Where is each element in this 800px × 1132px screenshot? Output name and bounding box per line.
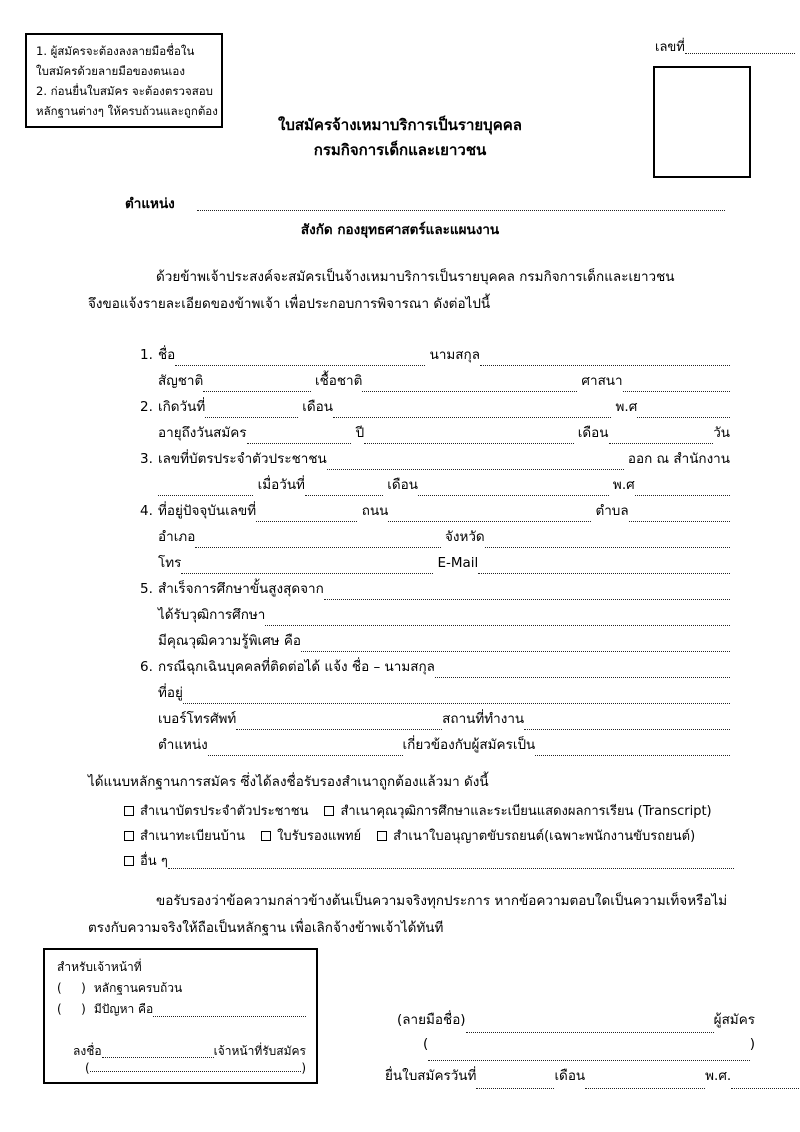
field-input[interactable] bbox=[203, 390, 310, 392]
page-title: ใบสมัครจ้างเหมาบริการเป็นรายบุคคล bbox=[278, 116, 522, 134]
field-input[interactable] bbox=[181, 572, 433, 574]
form-item-row bbox=[140, 525, 730, 551]
form-item-row bbox=[140, 577, 730, 603]
position-input[interactable] bbox=[197, 209, 725, 211]
attachment-row bbox=[124, 823, 734, 848]
field-input[interactable] bbox=[333, 416, 611, 418]
applicant-signature-row bbox=[385, 1008, 755, 1036]
field-input[interactable] bbox=[324, 598, 730, 600]
applicant-signature-label: (ลายมือชื่อ) bbox=[397, 1012, 466, 1028]
officer-signature-input[interactable] bbox=[102, 1056, 214, 1058]
field-input[interactable] bbox=[629, 520, 730, 522]
attachment-checkbox[interactable] bbox=[324, 806, 334, 816]
officer-signature-label: ลงชื่อ bbox=[73, 1044, 102, 1058]
attachments-checkbox-list bbox=[124, 798, 734, 873]
intro-line-1: ด้วยข้าพเจ้าประสงค์จะสมัครเป็นจ้างเหมาบริการเป็นรายบุคคล กรมกิจการเด็กและเยาวชน bbox=[156, 269, 675, 285]
field-label: ตำแหน่ง bbox=[158, 737, 208, 753]
form-item-row bbox=[140, 473, 730, 499]
attachment-row bbox=[124, 798, 734, 823]
field-input[interactable] bbox=[195, 546, 440, 548]
document-number-row bbox=[655, 36, 795, 57]
form-item bbox=[140, 447, 730, 499]
field-input[interactable] bbox=[205, 416, 298, 418]
field-label: กรณีฉุกเฉินบุคคลที่ติดต่อได้ แจ้ง ชื่อ – นามสกุล bbox=[158, 659, 435, 675]
officer-name-input[interactable] bbox=[90, 1070, 302, 1072]
field-label: เกี่ยวข้องกับผู้สมัครเป็น bbox=[402, 737, 536, 753]
field-input[interactable] bbox=[478, 572, 730, 574]
field-label: เดือน bbox=[302, 399, 334, 415]
officer-option-problem-marker[interactable]: ( ) bbox=[57, 1002, 88, 1016]
intro-paragraph bbox=[88, 264, 736, 318]
field-input[interactable] bbox=[609, 442, 714, 444]
submission-day-input[interactable] bbox=[476, 1087, 554, 1089]
field-input[interactable] bbox=[637, 416, 730, 418]
applicant-name-paren-open: ( bbox=[423, 1036, 429, 1052]
affiliation-text: สังกัด กองยุทธศาสตร์และแผนงาน bbox=[300, 222, 500, 238]
form-item-row bbox=[140, 395, 730, 421]
form-item-row bbox=[140, 655, 730, 681]
position-row bbox=[125, 192, 725, 214]
field-input[interactable] bbox=[364, 442, 573, 444]
field-label: ถนน bbox=[361, 503, 389, 519]
form-item bbox=[140, 343, 730, 395]
form-item-row bbox=[140, 551, 730, 577]
field-input[interactable] bbox=[480, 364, 730, 366]
certification-line-2: ตรงกับความจริงให้ถือเป็นหลักฐาน เพื่อเลิกจ้างข้าพเจ้าได้ทันที bbox=[88, 920, 444, 936]
field-label: สำเร็จการศึกษาขั้นสูงสุดจาก bbox=[158, 581, 324, 597]
field-input[interactable] bbox=[418, 494, 609, 496]
officer-option-problem-label: มีปัญหา คือ bbox=[93, 1002, 154, 1016]
field-label: เบอร์โทรศัพท์ bbox=[158, 711, 237, 727]
field-label: เดือน bbox=[577, 425, 609, 441]
form-item bbox=[140, 577, 730, 655]
attachment-label: สำเนาใบอนุญาตขับรถยนต์(เฉพาะพนักงานขับรถยนต์) bbox=[393, 829, 696, 844]
field-label: ได้รับวุฒิการศึกษา bbox=[158, 607, 266, 623]
field-label: ตำบล bbox=[595, 503, 629, 519]
officer-name-row bbox=[57, 1061, 306, 1075]
applicant-name-input[interactable] bbox=[428, 1059, 749, 1061]
submission-year-input[interactable] bbox=[731, 1087, 800, 1089]
certification-line-1: ขอรับรองว่าข้อความกล่าวข้างต้นเป็นความจริงทุกประการ หากข้อความตอบใดเป็นความเท็จหรือไม่ bbox=[156, 893, 728, 909]
field-label: ออก ณ สำนักงาน bbox=[627, 451, 730, 467]
field-label: พ.ศ bbox=[615, 399, 638, 415]
field-label: นามสกุล bbox=[429, 347, 480, 363]
form-item-number: 2. bbox=[140, 399, 153, 415]
field-label: เมื่อวันที่ bbox=[257, 477, 305, 493]
attachment-row bbox=[124, 848, 734, 873]
instruction-line-2: ใบสมัครด้วยลายมือของตนเอง bbox=[36, 64, 185, 78]
officer-signature-role: เจ้าหน้าที่รับสมัคร bbox=[213, 1044, 306, 1058]
intro-line-2: จึงขอแจ้งรายละเอียดของข้าพเจ้า เพื่อประกอบการพิจารณา ดังต่อไปนี้ bbox=[88, 296, 491, 312]
attachments-lead-text: ได้แนบหลักฐานการสมัคร ซึ่งได้ลงชื่อรับรองสำเนาถูกต้องแล้วมา ดังนี้ bbox=[88, 774, 489, 790]
field-label: E-Mail bbox=[437, 555, 479, 571]
submission-date-row bbox=[385, 1064, 755, 1092]
field-label: จังหวัด bbox=[444, 529, 485, 545]
field-input[interactable] bbox=[362, 390, 577, 392]
document-number-input[interactable] bbox=[685, 52, 795, 54]
instruction-line-1: 1. ผู้สมัครจะต้องลงลายมือชื่อใน bbox=[36, 44, 195, 58]
form-item-row bbox=[140, 629, 730, 655]
form-item-row bbox=[140, 707, 730, 733]
form-items-list bbox=[140, 343, 730, 759]
attachment-checkbox[interactable] bbox=[124, 856, 134, 866]
field-input[interactable] bbox=[305, 494, 383, 496]
field-label: สัญชาติ bbox=[158, 373, 204, 389]
officer-option-problem[interactable] bbox=[57, 999, 306, 1020]
page-subtitle: กรมกิจการเด็กและเยาวชน bbox=[313, 141, 487, 159]
form-item bbox=[140, 395, 730, 447]
field-input[interactable] bbox=[265, 624, 730, 626]
field-label: โทร bbox=[158, 555, 182, 571]
submission-month-label: เดือน bbox=[554, 1068, 586, 1084]
applicant-signature-block bbox=[385, 1008, 755, 1092]
officer-problem-input[interactable] bbox=[153, 1015, 306, 1017]
form-item-number: 5. bbox=[140, 581, 153, 597]
field-input[interactable] bbox=[327, 468, 624, 470]
field-label: อายุถึงวันสมัคร bbox=[158, 425, 247, 441]
field-input[interactable] bbox=[183, 702, 730, 704]
field-label: ที่อยู่ปัจจุบันเลขที่ bbox=[158, 503, 257, 519]
officer-option-complete-label: หลักฐานครบถ้วน bbox=[93, 981, 183, 995]
officer-box-title: สำหรับเจ้าหน้าที่ bbox=[57, 960, 142, 974]
field-input[interactable] bbox=[635, 494, 730, 496]
field-label: สถานที่ทำงาน bbox=[442, 711, 525, 727]
form-item-row bbox=[140, 681, 730, 707]
field-label: มีคุณวุฒิความรู้พิเศษ คือ bbox=[158, 633, 301, 649]
field-input[interactable] bbox=[247, 442, 352, 444]
officer-option-complete-marker[interactable]: ( ) bbox=[57, 981, 88, 995]
officer-use-box bbox=[43, 948, 318, 1084]
form-item-row bbox=[140, 343, 730, 369]
form-item-number: 6. bbox=[140, 659, 153, 675]
attachment-label: สำเนาบัตรประจำตัวประชาชน bbox=[140, 804, 309, 819]
document-number-label: เลขที่ bbox=[655, 40, 685, 55]
field-label: ปี bbox=[355, 425, 365, 441]
field-label: เดือน bbox=[387, 477, 418, 493]
attachment-checkbox[interactable] bbox=[377, 831, 387, 841]
form-item-number: 4. bbox=[140, 503, 153, 519]
attachment-label: สำเนาคุณวุฒิการศึกษาและระเบียนแสดงผลการเรียน (Transcript) bbox=[340, 804, 712, 819]
field-input[interactable] bbox=[388, 520, 591, 522]
submission-month-input[interactable] bbox=[585, 1087, 705, 1089]
field-input[interactable] bbox=[256, 520, 357, 522]
field-label: เชื้อชาติ bbox=[314, 373, 363, 389]
form-item bbox=[140, 499, 730, 577]
form-item-number: 3. bbox=[140, 451, 153, 467]
field-input[interactable] bbox=[236, 728, 442, 730]
field-label: พ.ศ bbox=[612, 477, 635, 493]
certification-paragraph bbox=[88, 888, 736, 942]
field-input[interactable] bbox=[435, 676, 730, 678]
submission-date-label: ยื่นใบสมัครวันที่ bbox=[385, 1068, 477, 1084]
field-input[interactable] bbox=[524, 728, 730, 730]
field-label: วัน bbox=[713, 425, 730, 441]
field-label: ที่อยู่ bbox=[158, 685, 183, 701]
field-input[interactable] bbox=[623, 390, 730, 392]
field-label: ศาสนา bbox=[581, 373, 623, 389]
applicant-signature-input[interactable] bbox=[466, 1031, 714, 1033]
field-label: อำเภอ bbox=[158, 529, 196, 545]
form-item-row bbox=[140, 499, 730, 525]
form-item bbox=[140, 655, 730, 759]
attachment-label: อื่น ๆ bbox=[140, 854, 168, 869]
applicant-name-row bbox=[385, 1036, 755, 1064]
field-input[interactable] bbox=[158, 494, 253, 496]
officer-signature-row bbox=[57, 1042, 306, 1061]
instruction-line-3: 2. ก่อนยื่นใบสมัคร จะต้องตรวจสอบ bbox=[36, 84, 213, 98]
officer-name-paren-open: ( bbox=[85, 1061, 90, 1075]
officer-name-paren-close: ) bbox=[301, 1061, 306, 1075]
field-label: เกิดวันที่ bbox=[158, 399, 206, 415]
instruction-line-4: หลักฐานต่างๆ ให้ครบถ้วนและถูกต้อง bbox=[36, 104, 218, 118]
attachment-checkbox[interactable] bbox=[261, 831, 271, 841]
field-input[interactable] bbox=[301, 650, 730, 652]
position-label: ตำแหน่ง bbox=[125, 196, 175, 212]
attachment-label: ใบรับรองแพทย์ bbox=[277, 829, 362, 844]
form-item-row bbox=[140, 369, 730, 395]
field-input[interactable] bbox=[535, 754, 730, 756]
field-input[interactable] bbox=[208, 754, 403, 756]
attachment-other-input[interactable] bbox=[168, 867, 734, 869]
submission-year-label: พ.ศ. bbox=[705, 1068, 732, 1084]
form-item-number: 1. bbox=[140, 347, 153, 363]
form-item-row bbox=[140, 603, 730, 629]
field-input[interactable] bbox=[485, 546, 730, 548]
form-item-row bbox=[140, 447, 730, 473]
field-input[interactable] bbox=[175, 364, 425, 366]
field-label: ชื่อ bbox=[158, 347, 176, 363]
attachment-checkbox[interactable] bbox=[124, 831, 134, 841]
attachment-label: สำเนาทะเบียนบ้าน bbox=[140, 829, 246, 844]
field-label: เลขที่บัตรประจำตัวประชาชน bbox=[158, 451, 327, 467]
applicant-signature-role: ผู้สมัคร bbox=[713, 1012, 755, 1028]
officer-option-complete[interactable] bbox=[57, 978, 306, 999]
applicant-name-paren-close: ) bbox=[749, 1036, 755, 1052]
form-item-row bbox=[140, 421, 730, 447]
form-item-row bbox=[140, 733, 730, 759]
attachment-checkbox[interactable] bbox=[124, 806, 134, 816]
